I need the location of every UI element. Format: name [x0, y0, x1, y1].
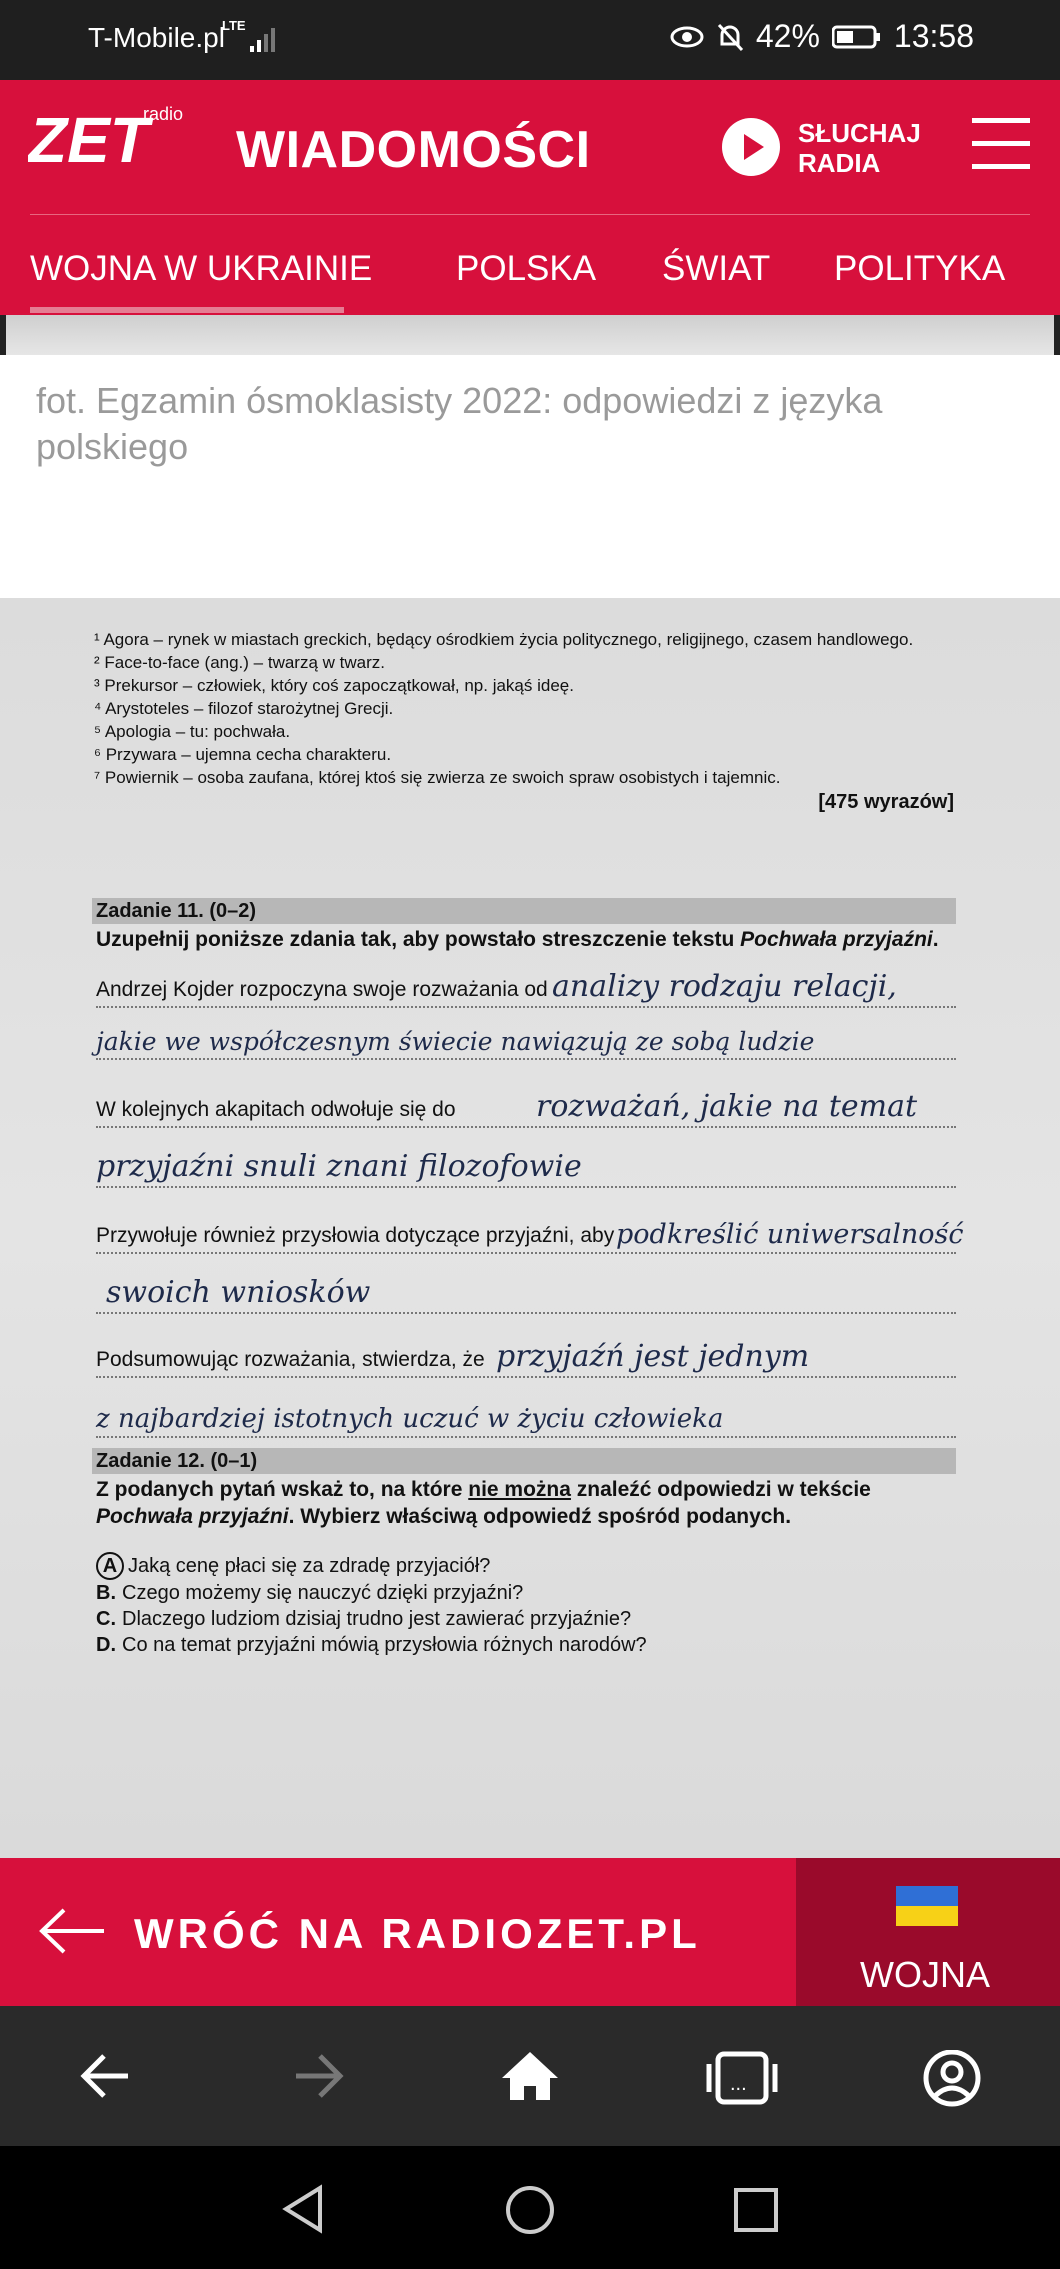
selected-answer-circle: A	[96, 1552, 124, 1580]
exam-sheet-photo	[0, 598, 1060, 1858]
section-title: WIADOMOŚCI	[236, 121, 591, 179]
system-home-icon[interactable]	[504, 2184, 556, 2236]
answer-line	[96, 1146, 956, 1188]
option-c: C. Dlaczego ludziom dzisiaj trudno jest zawierać przyjaźnie?	[96, 1608, 632, 1630]
listen-line-1: SŁUCHAJ	[798, 118, 921, 148]
eye-icon	[670, 24, 704, 50]
nav-item-swiat[interactable]: ŚWIAT	[662, 249, 771, 288]
system-navigation-bar	[0, 2146, 1060, 2269]
svg-text:...: ...	[730, 2073, 747, 2095]
nav-item-wojna[interactable]: WOJNA W UKRAINIE	[30, 249, 373, 288]
back-label: WRÓĆ NA RADIOZET.PL	[134, 1910, 701, 1957]
signal-icon	[248, 24, 280, 54]
logo-radio-text: radio	[143, 104, 184, 124]
handwritten-answer: jakie we współczesnym świecie nawiązują ze sobą ludzie	[96, 1027, 815, 1056]
task-12-instruction: Z podanych pytań wskaż to, na które nie można znaleźć odpowiedzi w tekście Pochwała przyjaźni. Wybierz właściwą odpowiedź spośród podanych.	[96, 1478, 871, 1528]
menu-icon[interactable]	[972, 118, 1030, 174]
svg-text:ZET: ZET	[28, 104, 149, 176]
option-d: D. Co na temat przyjaźni mówią przysłowia różnych narodów?	[96, 1634, 647, 1656]
photo-caption: fot. Egzamin ósmoklasisty 2022: odpowiedzi z języka polskiego	[36, 380, 883, 467]
task-11-instruction: Uzupełnij poniższe zdania tak, aby powstało streszczenie tekstu Pochwała przyjaźni.	[96, 928, 939, 951]
clock: 13:58	[893, 18, 974, 54]
network-type: LTE	[222, 18, 246, 33]
arrow-left-icon	[38, 1906, 108, 1956]
listen-radio-button[interactable]	[798, 118, 921, 178]
previous-photo-edge	[0, 315, 1060, 355]
back-to-radiozet-button[interactable]	[0, 1858, 796, 2006]
war-label: WOJNA	[860, 1954, 990, 1995]
play-icon[interactable]	[722, 118, 780, 176]
answer-line: Andrzej Kojder rozpoczyna swoje rozważania od analizy rodzaju relacji,	[96, 966, 956, 1008]
war-button[interactable]	[796, 1858, 1060, 2006]
account-icon[interactable]	[922, 2050, 982, 2110]
word-count: [475 wyrazów]	[818, 791, 954, 813]
footnote: ⁷ Powiernik – osoba zaufana, której ktoś się zwierza ze swoich spraw osobistych i tajemnic.	[94, 768, 781, 787]
tabs-icon[interactable]	[706, 2050, 778, 2106]
handwritten-answer: przyjaźń jest jednym	[496, 1339, 810, 1374]
forward-arrow-icon[interactable]	[290, 2050, 346, 2102]
back-arrow-icon[interactable]	[78, 2050, 134, 2102]
handwritten-answer: z najbardziej istotnych uczuć w życiu człowieka	[96, 1404, 724, 1434]
task-12-title: Zadanie 12. (0–1)	[92, 1448, 956, 1474]
option-b: B. Czego możemy się nauczyć dzięki przyjaźni?	[96, 1582, 524, 1604]
carrier-name: T-Mobile.pl	[88, 22, 225, 53]
status-bar	[0, 0, 1060, 80]
handwritten-answer: swoich wniosków	[106, 1275, 371, 1310]
browser-toolbar	[0, 2006, 1060, 2146]
nav-item-polityka[interactable]: POLITYKA	[834, 249, 1006, 288]
handwritten-answer: podkreślić uniwersalność	[616, 1219, 964, 1250]
answer-line	[96, 1018, 956, 1060]
bell-muted-icon	[716, 22, 744, 52]
handwritten-answer: rozważań, jakie na temat	[536, 1089, 918, 1124]
answer-line: W kolejnych akapitach odwołuje się do rozważań, jakie na temat	[96, 1086, 956, 1128]
ukraine-flag-icon	[896, 1886, 958, 1926]
answer-line	[96, 1272, 956, 1314]
system-back-icon[interactable]	[280, 2184, 326, 2234]
battery-percent: 42%	[755, 18, 820, 54]
task-11-title: Zadanie 11. (0–2)	[92, 898, 956, 924]
handwritten-answer: analizy rodzaju relacji,	[552, 969, 897, 1004]
radio-zet-logo[interactable]	[28, 100, 208, 185]
footnote: ² Face-to-face (ang.) – twarzą w twarz.	[94, 653, 385, 672]
footnote: ⁵ Apologia – tu: pochwała.	[94, 722, 291, 741]
footnote: ⁴ Arystoteles – filozof starożytnej Grecji.	[94, 699, 394, 718]
home-icon[interactable]	[500, 2050, 560, 2102]
footnote: ¹ Agora – rynek w miastach greckich, będący ośrodkiem życia politycznego, religijnego, czasem handlowego.	[94, 630, 914, 649]
active-tab-indicator	[30, 307, 344, 313]
site-header	[0, 80, 1060, 215]
nav-item-polska[interactable]: POLSKA	[456, 249, 597, 288]
answer-line: Przywołuje również przysłowia dotyczące przyjaźni, aby podkreślić uniwersalność	[96, 1212, 956, 1254]
option-a: A Jaką cenę płaci się za zdradę przyjaciół?	[96, 1552, 490, 1580]
answer-line	[96, 1396, 956, 1438]
system-recents-icon[interactable]	[732, 2186, 780, 2234]
footnote: ³ Prekursor – człowiek, który coś zapoczątkował, np. jakąś ideę.	[94, 676, 574, 695]
footnote: ⁶ Przywara – ujemna cecha charakteru.	[94, 745, 392, 764]
handwritten-answer: przyjaźni snuli znani filozofowie	[96, 1149, 582, 1184]
category-nav	[0, 215, 1060, 315]
battery-icon	[832, 24, 882, 50]
listen-line-2: RADIA	[798, 148, 881, 178]
answer-line: Podsumowując rozważania, stwierdza, że przyjaźń jest jednym	[96, 1336, 956, 1378]
